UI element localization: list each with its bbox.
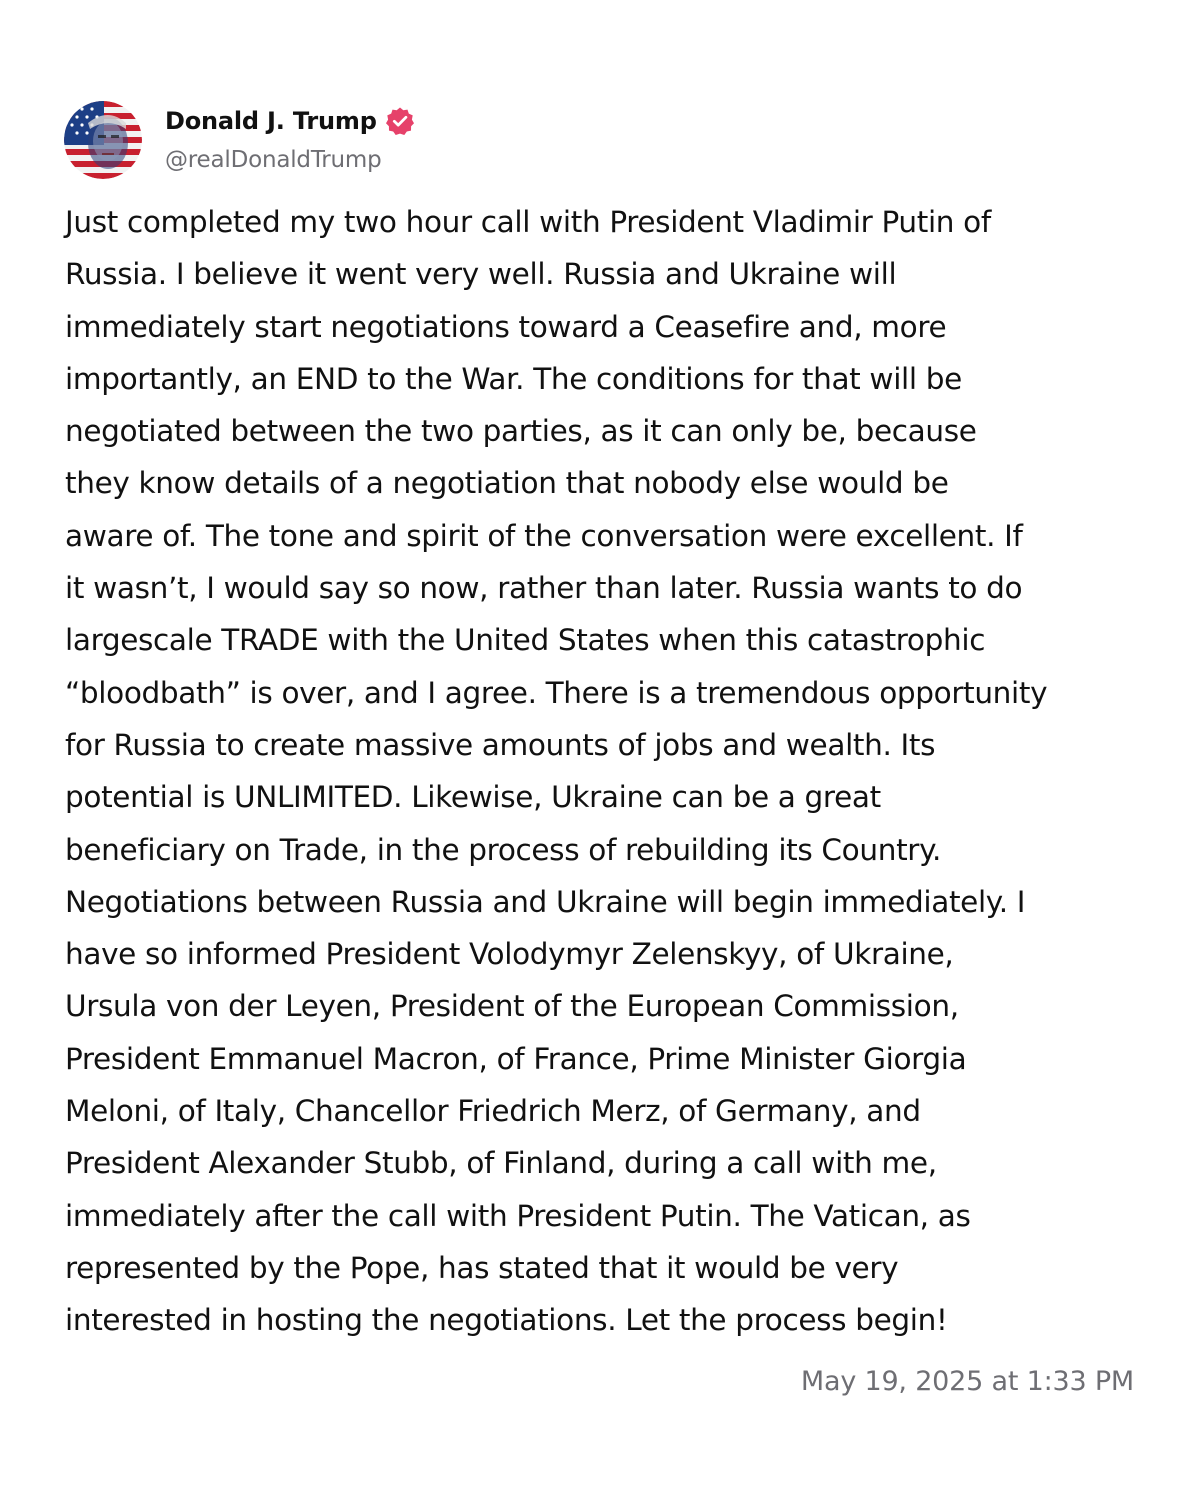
post-line: Meloni, of Italy, Chancellor Friedrich Merz, of Germany, and: [65, 1094, 921, 1129]
post-line: Negotiations between Russia and Ukraine will begin immediately. I: [65, 884, 1026, 919]
post-line: largescale TRADE with the United States when this catastrophic: [65, 623, 986, 658]
post-line: interested in hosting the negotiations. Let the process begin!: [65, 1303, 948, 1338]
post-timestamp[interactable]: May 19, 2025 at 1:33 PM: [800, 1366, 1134, 1397]
post-line: Just completed my two hour call with President Vladimir Putin of: [65, 205, 991, 239]
post-line: aware of. The tone and spirit of the conversation were excellent. If: [65, 518, 1023, 553]
user-meta: [165, 101, 415, 179]
post-line: beneficiary on Trade, in the process of rebuilding its Country.: [65, 832, 942, 867]
post-line: Russia. I believe it went very well. Russia and Ukraine will: [65, 257, 897, 292]
name-row: [165, 101, 415, 141]
post-line: negotiated between the two parties, as it can only be, because: [65, 414, 977, 449]
post-line: “bloodbath” is over, and I agree. There is a tremendous opportunity: [65, 675, 1048, 710]
post-line: immediately after the call with President Putin. The Vatican, as: [65, 1198, 971, 1233]
post-line: represented by the Pope, has stated that it would be very: [65, 1250, 899, 1285]
post-line: President Emmanuel Macron, of France, Prime Minister Giorgia: [65, 1041, 967, 1076]
post-header: [64, 100, 415, 180]
post-line: have so informed President Volodymyr Zelenskyy, of Ukraine,: [65, 937, 954, 972]
avatar[interactable]: [64, 101, 142, 179]
post-line: President Alexander Stubb, of Finland, during a call with me,: [65, 1146, 937, 1181]
post-line: it wasn’t, I would say so now, rather than later. Russia wants to do: [65, 571, 1023, 606]
verified-badge-icon: [385, 106, 415, 136]
display-name[interactable]: Donald J. Trump: [165, 107, 377, 135]
post-line: potential is UNLIMITED. Likewise, Ukraine can be a great: [65, 780, 881, 815]
flag-portrait-avatar-icon: [64, 101, 142, 179]
post-text: [65, 196, 1150, 1347]
post-line: importantly, an END to the War. The conditions for that will be: [65, 361, 962, 396]
post-line: they know details of a negotiation that nobody else would be: [65, 466, 949, 501]
post-line: Ursula von der Leyen, President of the European Commission,: [65, 989, 959, 1024]
user-handle[interactable]: @realDonaldTrump: [165, 147, 382, 173]
post-line: for Russia to create massive amounts of jobs and wealth. Its: [65, 727, 936, 762]
post-line: immediately start negotiations toward a Ceasefire and, more: [65, 309, 947, 344]
